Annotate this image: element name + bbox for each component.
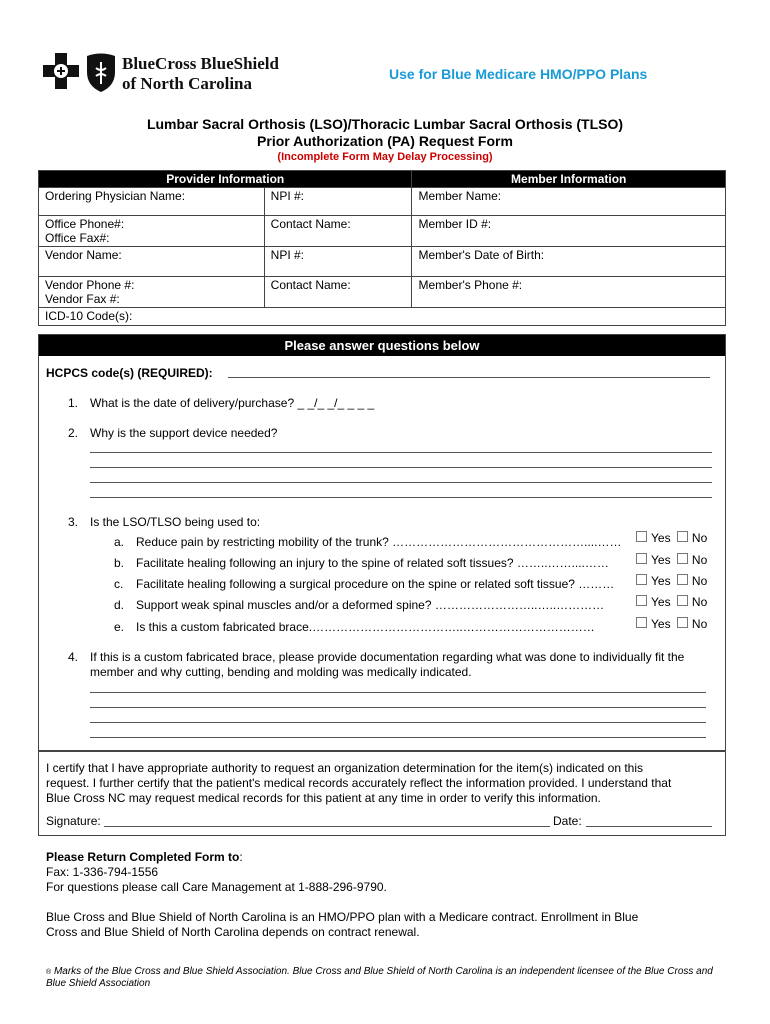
yes-label: Yes bbox=[651, 574, 671, 588]
q3b-yes-checkbox[interactable] bbox=[636, 553, 647, 564]
q3b-no-checkbox[interactable] bbox=[677, 553, 688, 564]
icd-codes-field[interactable]: ICD-10 Code(s): bbox=[39, 308, 726, 326]
contact-name-field-1[interactable]: Contact Name: bbox=[264, 216, 412, 247]
vendor-fax-label: Vendor Fax #: bbox=[45, 292, 120, 306]
yes-label: Yes bbox=[651, 617, 671, 631]
q3d-text: Support weak spinal muscles and/or a deformed spine? ……………………..…..………… bbox=[136, 598, 605, 612]
q4-answer-line[interactable] bbox=[90, 737, 706, 738]
q3a-text: Reduce pain by restricting mobility of the trunk? …………………………………………....…… bbox=[136, 535, 622, 549]
q3d-letter: d. bbox=[114, 598, 125, 612]
vendor-contact-field[interactable] bbox=[39, 277, 265, 308]
date-input-line[interactable] bbox=[586, 826, 712, 827]
cert-line3: Blue Cross NC may request medical records for this patient at any time in order to verify this information. bbox=[46, 791, 601, 805]
contact-name-field-2[interactable]: Contact Name: bbox=[264, 277, 412, 308]
no-label: No bbox=[691, 574, 708, 588]
form-subtitle: (Incomplete Form May Delay Processing) bbox=[277, 151, 493, 163]
q3a-letter: a. bbox=[114, 535, 125, 549]
return-colon: : bbox=[239, 850, 243, 864]
blue-shield-icon bbox=[84, 52, 118, 94]
q3a-yes-checkbox[interactable] bbox=[636, 531, 647, 542]
q3c-letter: c. bbox=[114, 577, 124, 591]
q1-text: What is the date of delivery/purchase? _ _/_ _/_ _ _ _ bbox=[90, 396, 375, 410]
yes-label: Yes bbox=[651, 553, 671, 567]
return-label: Please Return Completed Form to bbox=[46, 850, 240, 864]
member-name-field[interactable]: Member Name: bbox=[412, 188, 726, 216]
no-label: No bbox=[691, 617, 708, 631]
member-id-field[interactable]: Member ID #: bbox=[412, 216, 726, 247]
member-phone-field[interactable]: Member's Phone #: bbox=[412, 277, 726, 308]
q2-answer-line[interactable] bbox=[90, 497, 712, 498]
plan-note: Use for Blue Medicare HMO/PPO Plans bbox=[389, 66, 648, 82]
q3c-yes-checkbox[interactable] bbox=[636, 574, 647, 585]
vendor-name-field[interactable]: Vendor Name: bbox=[39, 247, 265, 277]
vendor-phone-label: Vendor Phone #: bbox=[45, 278, 135, 292]
yes-label: Yes bbox=[651, 531, 671, 545]
q3e-no-checkbox[interactable] bbox=[677, 617, 688, 628]
office-contact-field[interactable] bbox=[39, 216, 265, 247]
no-label: No bbox=[691, 595, 708, 609]
questions-header: Please answer questions below bbox=[39, 335, 725, 356]
registered-mark: ® bbox=[46, 969, 52, 976]
q3c-options bbox=[636, 574, 707, 588]
q3b-letter: b. bbox=[114, 556, 125, 570]
return-instructions bbox=[46, 850, 243, 864]
q3e-yes-checkbox[interactable] bbox=[636, 617, 647, 628]
q3d-options bbox=[636, 595, 707, 609]
q3a-options bbox=[636, 531, 707, 545]
signature-label: Signature: bbox=[46, 814, 101, 828]
logo-line2: of North Carolina bbox=[122, 74, 253, 93]
q3a-no-checkbox[interactable] bbox=[677, 531, 688, 542]
logo-line1: BlueCross BlueShield bbox=[122, 54, 279, 73]
office-phone-label: Office Phone#: bbox=[45, 217, 125, 231]
q3d-yes-checkbox[interactable] bbox=[636, 595, 647, 606]
cert-line1: I certify that I have appropriate authority to request an organization determination for the item(s) indicated on this bbox=[46, 761, 643, 775]
q3d-no-checkbox[interactable] bbox=[677, 595, 688, 606]
yes-label: Yes bbox=[651, 595, 671, 609]
cert-line2: request. I further certify that the patient's medical records accurately reflect the information provided. I understand that bbox=[46, 776, 672, 790]
logo bbox=[42, 50, 302, 98]
q4-text-line1: If this is a custom fabricated brace, please provide documentation regarding what was done to individually fit the bbox=[90, 650, 685, 664]
trademark-line2: Blue Shield Association bbox=[46, 978, 151, 989]
q2-answer-line[interactable] bbox=[90, 467, 712, 468]
npi-field-2[interactable]: NPI #: bbox=[264, 247, 412, 277]
hcpcs-label: HCPCS code(s) (REQUIRED): bbox=[46, 366, 213, 380]
info-table bbox=[38, 170, 726, 326]
q3c-text: Facilitate healing following a surgical procedure on the spine or related soft tissue? ……… bbox=[136, 577, 615, 591]
signature-input-line[interactable] bbox=[104, 826, 550, 827]
no-label: No bbox=[691, 531, 708, 545]
q4-number: 4. bbox=[68, 650, 79, 664]
no-label: No bbox=[691, 553, 708, 567]
q3-text: Is the LSO/TLSO being used to: bbox=[90, 515, 261, 529]
questions-phone: For questions please call Care Management at 1-888-296-9790. bbox=[46, 880, 387, 894]
contract-note-line1: Blue Cross and Blue Shield of North Carolina is an HMO/PPO plan with a Medicare contract. Enrollment in Blue bbox=[46, 910, 639, 924]
provider-header: Provider Information bbox=[39, 171, 412, 188]
trademark-text: Marks of the Blue Cross and Blue Shield Association. Blue Cross and Blue Shield of North Carolina is an independent licensee of the Blue Cross and bbox=[53, 966, 713, 977]
q3e-text: Is this a custom fabricated brace.………………………………..…………………………… bbox=[136, 620, 595, 634]
q3b-options bbox=[636, 553, 707, 567]
q3c-no-checkbox[interactable] bbox=[677, 574, 688, 585]
office-fax-label: Office Fax#: bbox=[45, 231, 110, 245]
q3b-text: Facilitate healing following an injury to the spine of related soft tissues? ……..……....…… bbox=[136, 556, 609, 570]
member-header: Member Information bbox=[412, 171, 726, 188]
q2-number: 2. bbox=[68, 426, 79, 440]
q3e-options bbox=[636, 617, 707, 631]
form-title-line1: Lumbar Sacral Orthosis (LSO)/Thoracic Lumbar Sacral Orthosis (TLSO) bbox=[146, 116, 624, 132]
q3e-letter: e. bbox=[114, 620, 125, 634]
q1-number: 1. bbox=[68, 396, 79, 410]
trademark-line1 bbox=[46, 966, 713, 977]
member-dob-field[interactable]: Member's Date of Birth: bbox=[412, 247, 726, 277]
q2-answer-line[interactable] bbox=[90, 482, 712, 483]
form-title-line2: Prior Authorization (PA) Request Form bbox=[257, 133, 513, 149]
ordering-physician-field[interactable]: Ordering Physician Name: bbox=[39, 188, 265, 216]
npi-field-1[interactable]: NPI #: bbox=[264, 188, 412, 216]
q3-number: 3. bbox=[68, 515, 79, 529]
contract-note-line2: Cross and Blue Shield of North Carolina depends on contract renewal. bbox=[46, 925, 420, 939]
q4-answer-line[interactable] bbox=[90, 692, 706, 693]
hcpcs-input-line[interactable] bbox=[228, 377, 710, 378]
date-label: Date: bbox=[553, 814, 582, 828]
q2-text: Why is the support device needed? bbox=[90, 426, 278, 440]
q2-answer-line[interactable] bbox=[90, 452, 712, 453]
q4-text-line2: member and why cutting, bending and molding was medically indicated. bbox=[90, 665, 472, 679]
q4-answer-line[interactable] bbox=[90, 707, 706, 708]
q4-answer-line[interactable] bbox=[90, 722, 706, 723]
return-fax: Fax: 1-336-794-1556 bbox=[46, 865, 159, 879]
blue-cross-icon bbox=[42, 52, 80, 94]
